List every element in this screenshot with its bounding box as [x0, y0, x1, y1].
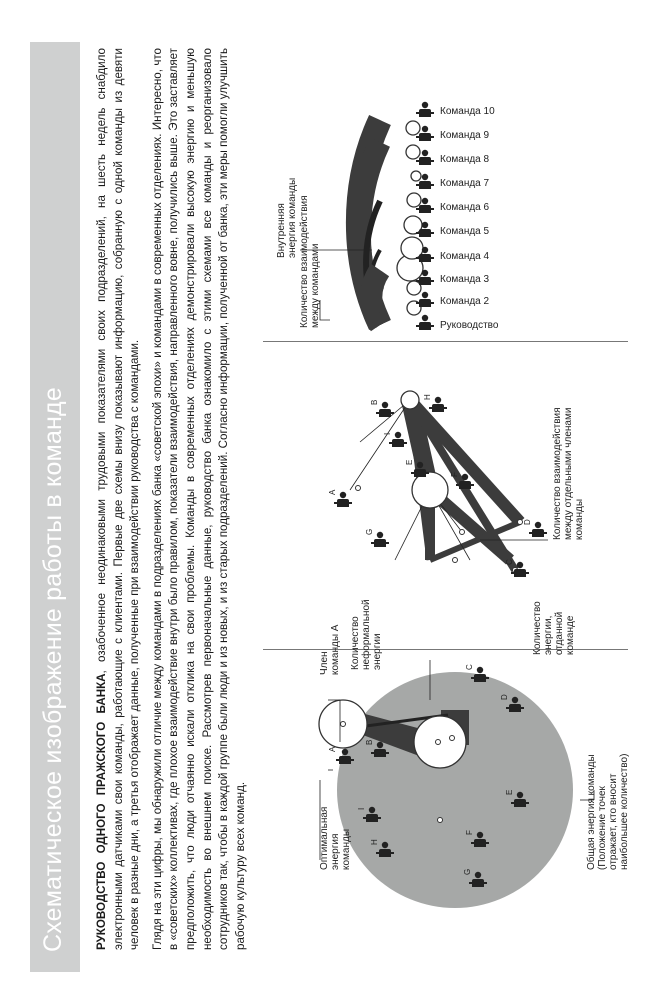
interaction-arcs — [358, 120, 380, 325]
member-point — [518, 520, 523, 525]
member-letter: F — [450, 472, 459, 477]
team-label: Команда 10 — [440, 106, 495, 117]
team-label: Команда 4 — [440, 251, 490, 262]
team-energy-node — [406, 121, 420, 135]
page-title: Схематическое изображение работы в команде — [39, 387, 67, 952]
team-label: Команда 9 — [440, 130, 490, 141]
paragraph-1-rest: , озабоченное неодинаковыми трудовыми показателями своих подразделений, на шесть недель снабдило электронными датчиками свои команды, работающие с клиентами. Первые две схемы внизу показывают информацию, собранную с одной команды из девяти человек в разные дни, а третья отображает данные, полученные при взаимодействии руководства с командами. — [95, 48, 142, 950]
member-point — [460, 530, 465, 535]
member-letter: I — [357, 807, 366, 810]
member-point — [438, 818, 443, 823]
team-icons — [416, 102, 434, 330]
label-internal-energy: Внутренняя энергия команды — [276, 177, 298, 258]
label-optimal-energy: Оптимальная энергия команды — [319, 806, 352, 870]
paragraph-2: Глядя на эти цифры, мы обнаружили отличие между командами в подразделениях банка «советской эпохи» и командами в современных отделениях. Интересно, что в «советских» коллективах, где плохое взаимодействие внутри было правилом, показатели взаимодействия, направленного вовне, получились выше. Это заставляет предположить, что люди отчаянно искали отклика на свои проблемы. Команды в современных отделениях демонстрировали высокую энергию и меньшую необходимость во внешнем поиске. Рассмотрев первоначальные данные, руководство банка ознакомило с этими схемами все команды и реорганизовало сотрудников так, чтобы в каждой группе были люди и из новых, и из старых подразделений. Согласно информации, полученной от банка, эти меры помогли улучшить рабочую культуру всех команд. — [150, 48, 247, 950]
member-letter: H — [370, 839, 379, 845]
member-letter: I — [383, 432, 392, 435]
member-letter: F — [465, 830, 474, 835]
member-letter: G — [365, 528, 374, 535]
label-informal-energy: Количество неформальной энергии — [350, 599, 383, 670]
label-between-teams: Количество взаимодействия между командами — [299, 195, 321, 328]
member-letter: C — [505, 559, 514, 565]
team-label: Руководство — [440, 320, 499, 331]
team-label: Команда 2 — [440, 296, 490, 307]
member-node — [412, 472, 448, 508]
member-letter: E — [405, 459, 414, 465]
member-letter: D — [523, 519, 532, 525]
member-letter: B — [370, 399, 379, 405]
label-member-interaction: Количество взаимодействия между отдельными членами команды — [552, 407, 585, 540]
member-point — [450, 736, 455, 741]
team-label: Команда 8 — [440, 154, 490, 165]
member-letter: A — [328, 746, 337, 752]
member-b-point — [341, 722, 346, 727]
member-letter: B — [365, 739, 374, 745]
team-energy-node — [407, 281, 421, 295]
diagram3-labels — [276, 178, 321, 328]
team-label: Команда 5 — [440, 226, 490, 237]
team-energy-node — [411, 171, 421, 181]
team-label: Команда 3 — [440, 274, 490, 285]
member-letter: D — [500, 694, 509, 700]
lead-text: РУКОВОДСТВО ОДНОГО ПРАЖСКОГО БАНКА — [95, 673, 108, 950]
member-letter: C — [465, 664, 474, 670]
team-label: Команда 7 — [440, 178, 490, 189]
member-node — [401, 391, 419, 409]
team-nodes — [397, 121, 423, 315]
label-given-energy: Количество энергии, отданной команде — [532, 601, 576, 655]
member-a-point — [436, 740, 441, 745]
member-letter: H — [423, 394, 432, 400]
member-point — [453, 558, 458, 563]
member-letter: A — [328, 489, 337, 495]
team-labels — [440, 106, 499, 331]
team-energy-node — [407, 193, 421, 207]
diagram-team-interaction — [276, 102, 499, 331]
member-letter: E — [505, 789, 514, 795]
person-icon — [416, 102, 434, 117]
diagram-member-interaction — [328, 391, 585, 577]
team-label: Команда 6 — [440, 202, 490, 213]
total-energy-disc — [337, 672, 573, 908]
label-total-energy: Общая энергия команды (Положение точек отражает, кто вносит наибольшее количество) — [586, 753, 630, 870]
label-member-a: Член команды А — [319, 624, 341, 675]
person-icon — [416, 315, 434, 330]
diagram-team-energy — [319, 558, 630, 909]
member-letter: G — [463, 868, 472, 875]
team-energy-node — [406, 145, 420, 159]
member-point — [356, 486, 361, 491]
